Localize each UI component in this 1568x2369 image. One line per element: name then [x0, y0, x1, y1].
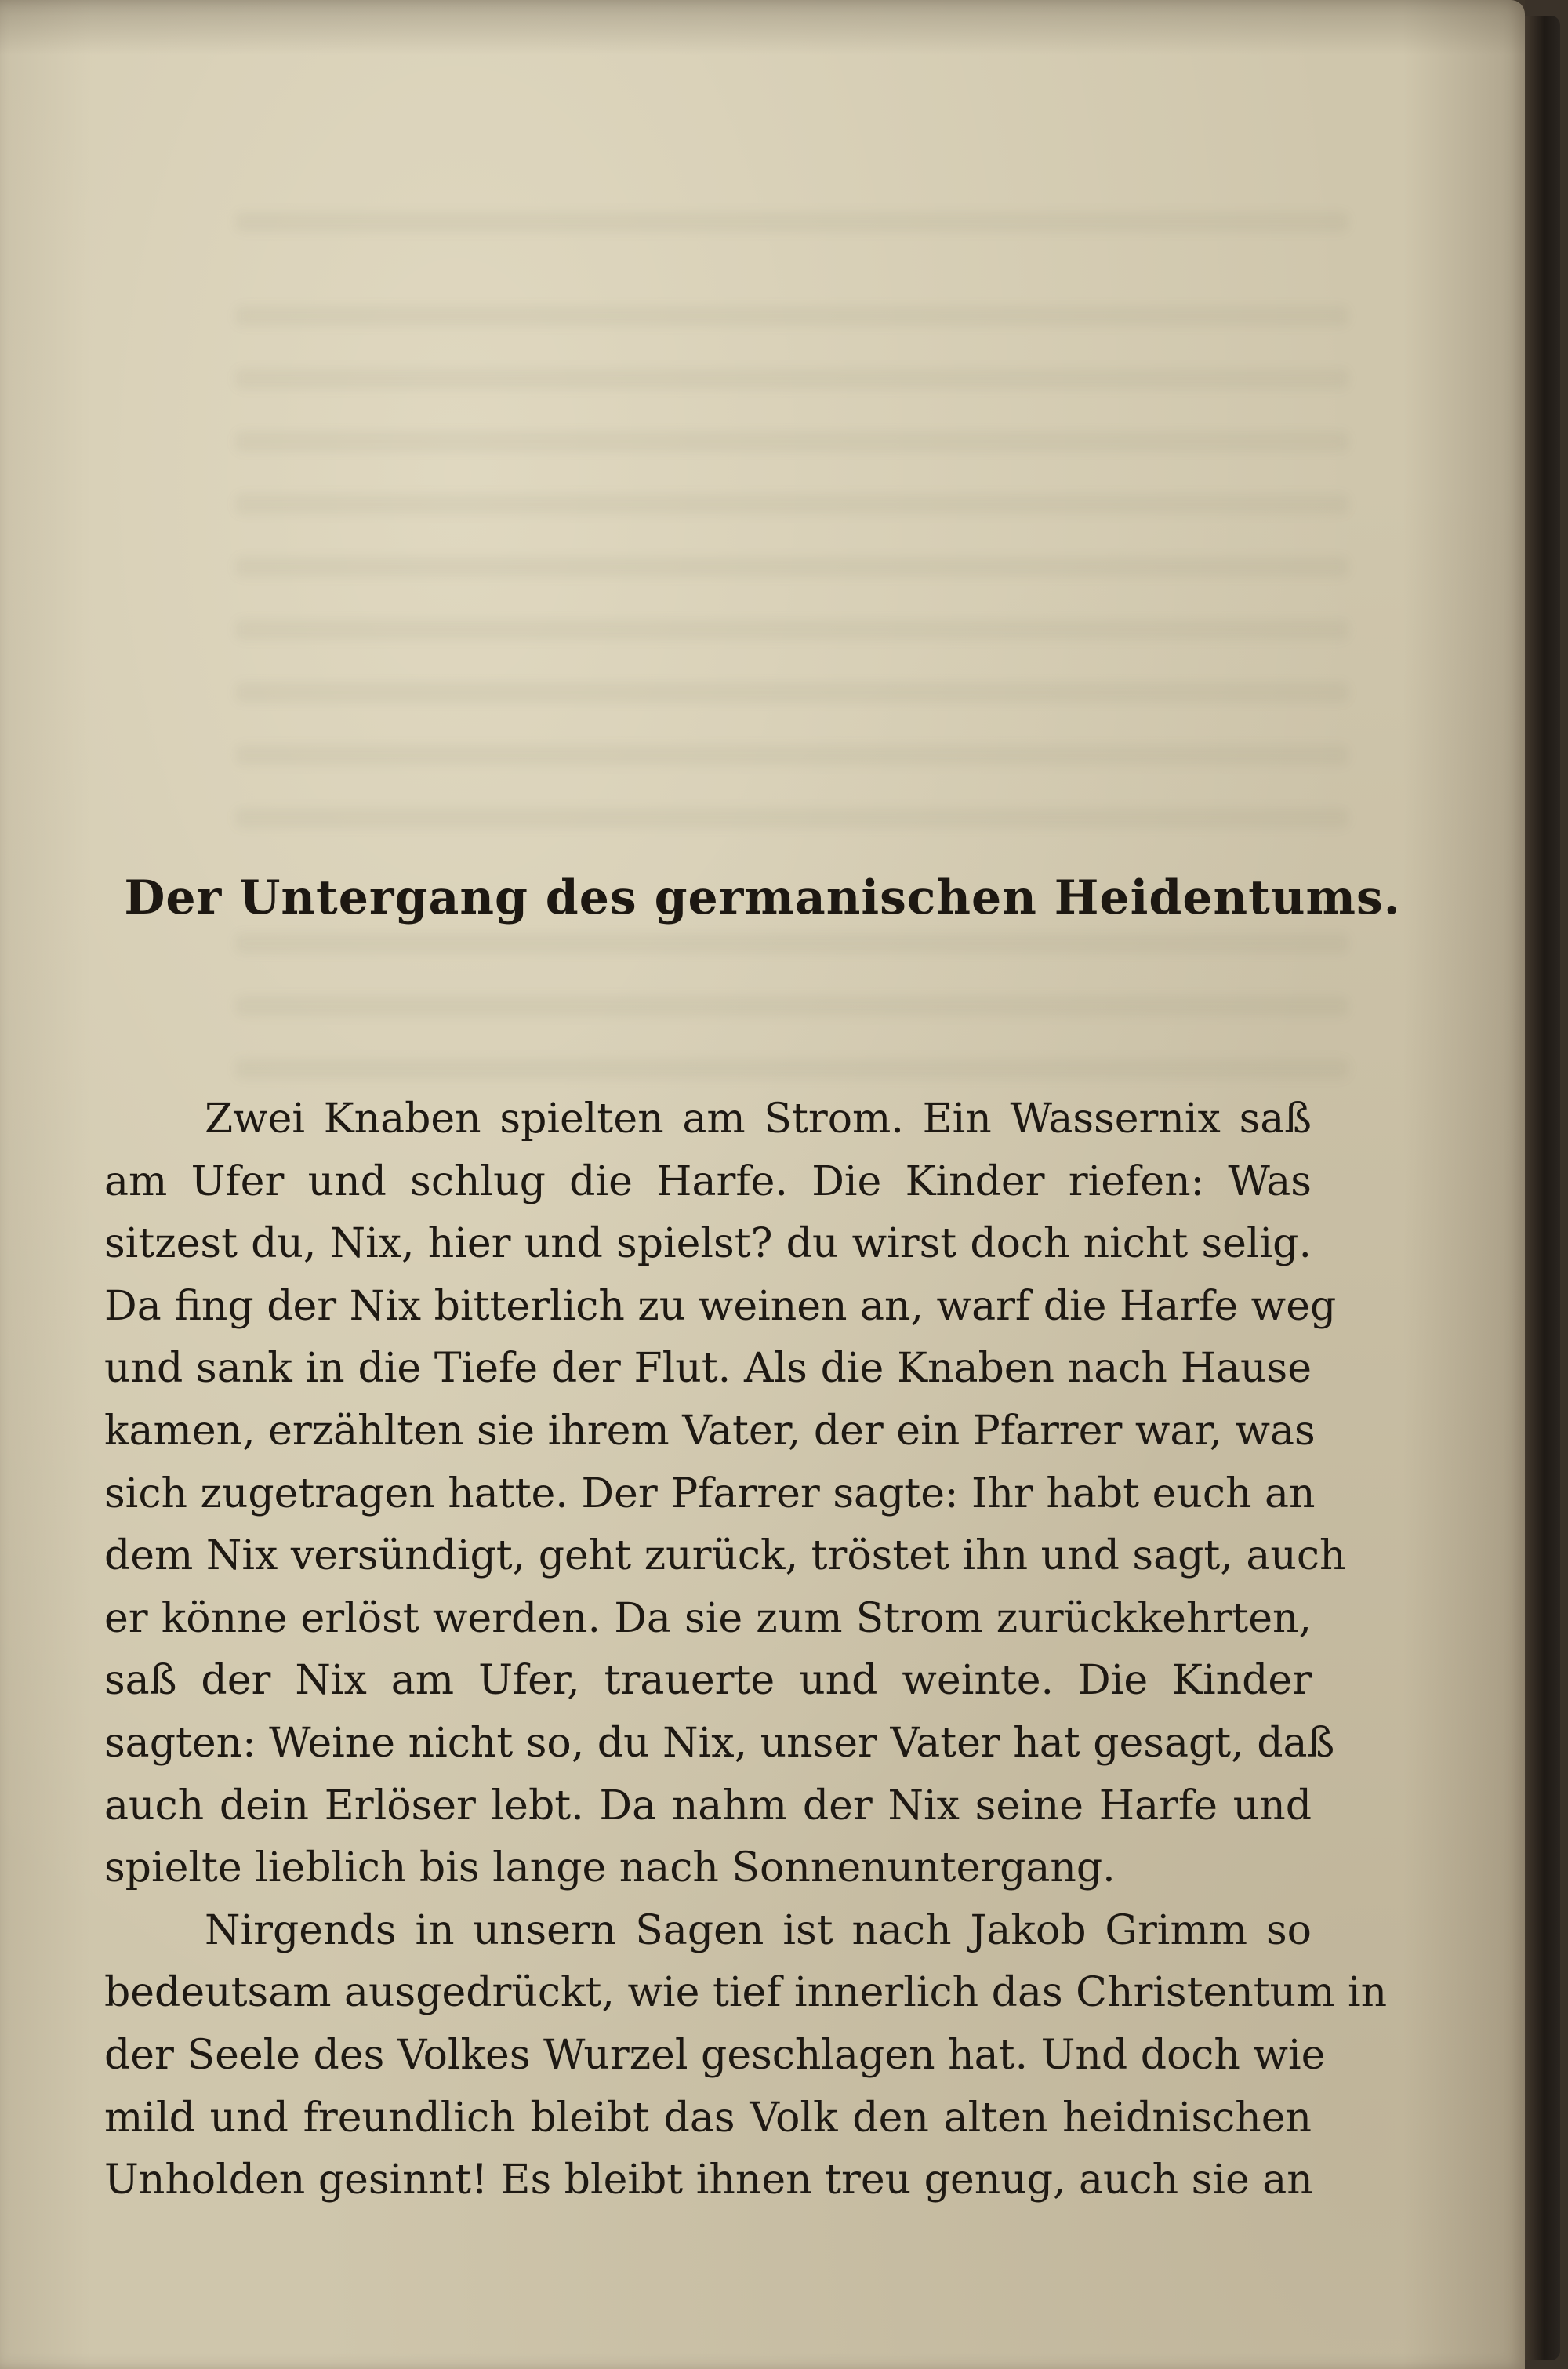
text-line: am Ufer und schlug die Harfe. Die Kinder riefen: Was: [104, 1157, 1312, 1205]
text-line: der Seele des Volkes Wurzel geschlagen hat. Und doch wie: [104, 2031, 1326, 2079]
chapter-heading: Der Untergang des germanischen Heidentums.: [124, 870, 1401, 925]
text-line: spielte lieblich bis lange nach Sonnenuntergang.: [104, 1844, 1116, 1892]
text-line: Da fing der Nix bitterlich zu weinen an, warf die Harfe weg: [104, 1282, 1337, 1330]
text-line: sitzest du, Nix, hier und spielst? du wirst doch nicht selig.: [104, 1220, 1312, 1268]
text-line: Zwei Knaben spielten am Strom. Ein Wassernix saß: [205, 1095, 1312, 1143]
text-line: Nirgends in unsern Sagen ist nach Jakob Grimm so: [205, 1906, 1312, 1954]
text-line: kamen, erzählten sie ihrem Vater, der ein Pfarrer war, was: [104, 1407, 1316, 1455]
text-line: Unholden gesinnt! Es bleibt ihnen treu genug, auch sie an: [104, 2156, 1313, 2204]
paragraph-2: [104, 1900, 1388, 2212]
text-line: sagten: Weine nicht so, du Nix, unser Vater hat gesagt, daß: [104, 1719, 1335, 1767]
text-line: dem Nix versündigt, geht zurück, tröstet ihn und sagt, auch: [104, 1532, 1346, 1580]
text-line: saß der Nix am Ufer, trauerte und weinte. Die Kinder: [104, 1657, 1312, 1705]
text-line: sich zugetragen hatte. Der Pfarrer sagte: Ihr habt euch an: [104, 1470, 1316, 1517]
text-line: er könne erlöst werden. Da sie zum Strom zurückkehrten,: [104, 1594, 1312, 1642]
text-line: mild und freundlich bleibt das Volk den alten heidnischen: [104, 2094, 1312, 2142]
book-cover-edge: [1521, 16, 1560, 2360]
page-shadow: [0, 0, 1525, 55]
text-line: und sank in die Tiefe der Flut. Als die Knaben nach Hause: [104, 1345, 1312, 1393]
text-line: bedeutsam ausgedrückt, wie tief innerlich das Christentum in: [104, 1969, 1388, 2017]
paragraph-1: [104, 1088, 1346, 1900]
body-text: [104, 1088, 1388, 2212]
text-line: auch dein Erlöser lebt. Da nahm der Nix seine Harfe und: [104, 1782, 1312, 1829]
